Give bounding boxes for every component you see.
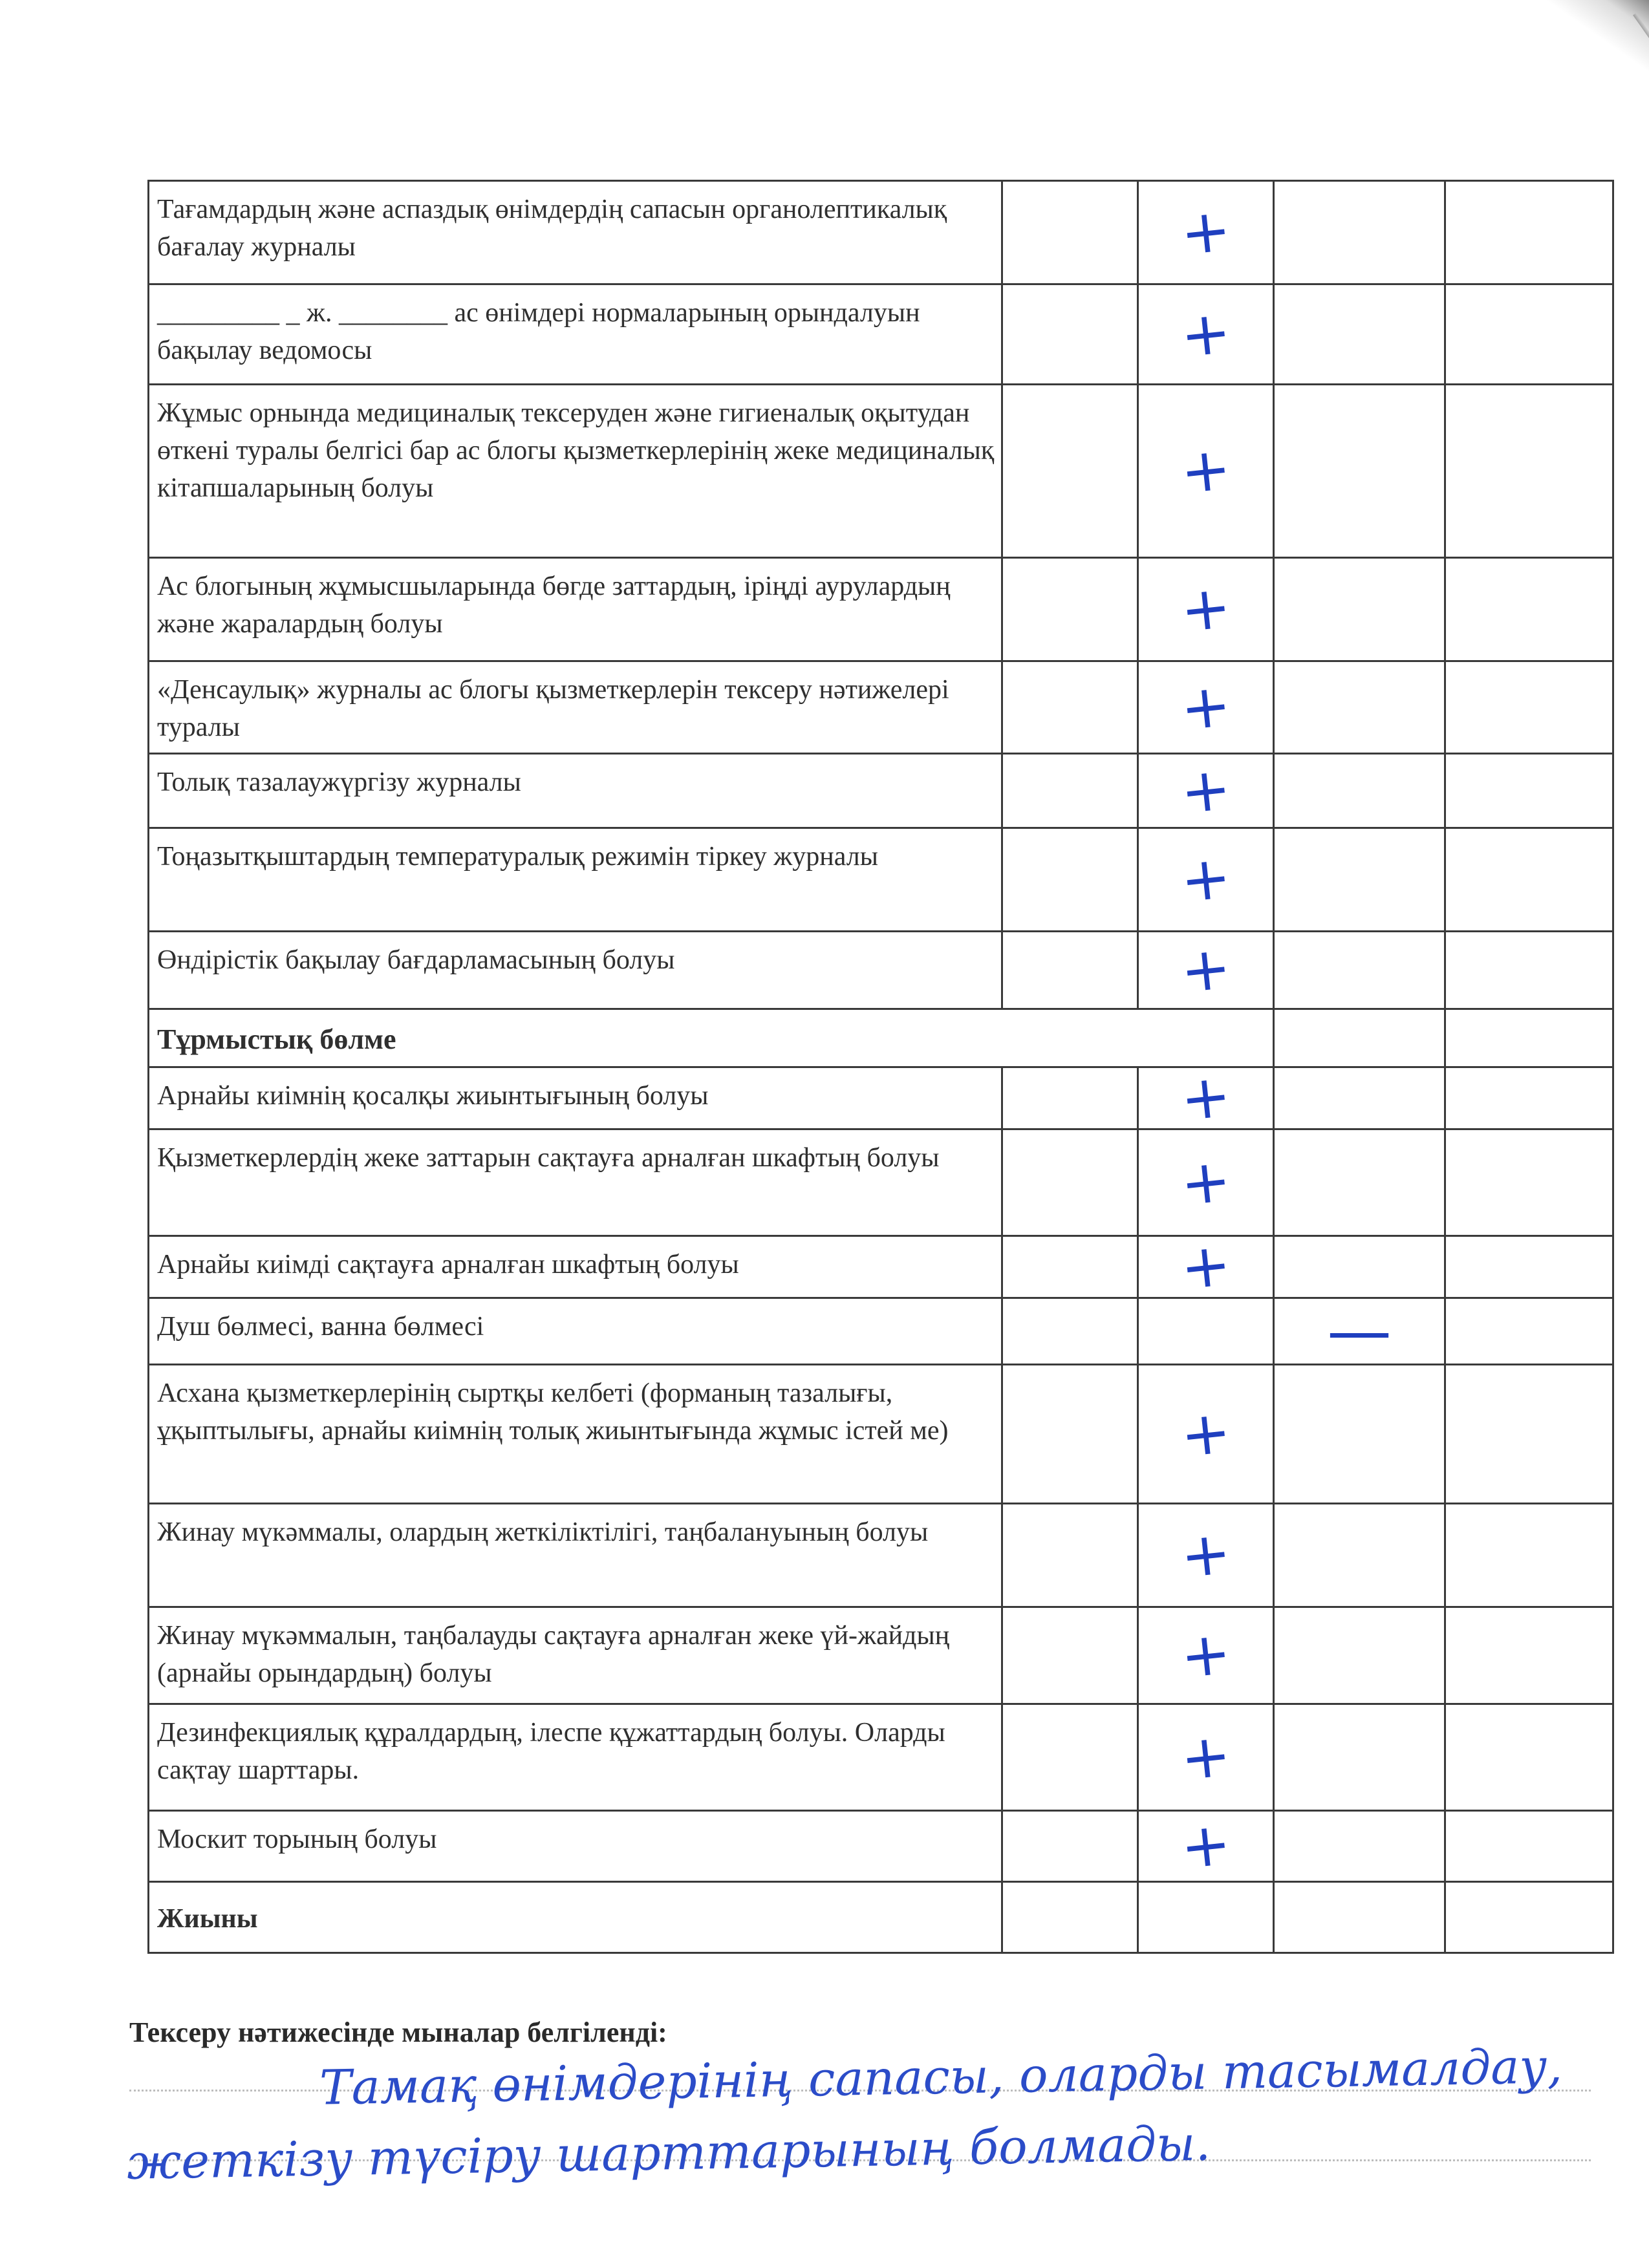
requirement-text: Арнайы киімнің қосалқы жиынтығының болуы [149,1067,1002,1129]
handwritten-line-1: Тамақ өнімдерінің сапасы, оларды тасымалдау, [319,2038,1563,2116]
table-row [149,1704,1613,1811]
requirement-text: Арнайы киімді сақтауға арналған шкафтың болуы [149,1236,1002,1298]
empty-cell [1445,661,1613,754]
requirement-text: Өндірістік бақылау бағдарламасының болуы [149,932,1002,1009]
mark-cell [1138,181,1274,284]
empty-cell [1274,1236,1445,1298]
inspection-checklist-table [147,180,1614,1954]
empty-cell [1002,284,1138,385]
empty-cell [1445,385,1613,558]
empty-cell [1274,1365,1445,1504]
mark-cell [1138,661,1274,754]
requirement-text: Тоңазытқыштардың температуралық режимін тіркеу журналы [149,828,1002,932]
page-fold [1633,13,1649,237]
requirement-text: Ас блогының жұмысшыларында бөгде заттардың, іріңді аурулардың және жаралардың болуы [149,558,1002,661]
handwritten-plus: + [1177,753,1234,828]
table-row [149,1236,1613,1298]
handwritten-plus: + [1177,932,1234,1007]
empty-cell [1002,181,1138,284]
table-row [149,1882,1613,1953]
empty-cell [1002,385,1138,558]
handwritten-plus: + [1177,433,1234,508]
handwritten-plus: + [1177,1229,1234,1303]
empty-cell [1445,1882,1613,1953]
table-row [149,385,1613,558]
empty-cell [1445,1365,1613,1504]
requirement-text: Асхана қызметкерлерінің сыртқы келбеті (форманың тазалығы, ұқыптылығы, арнайы киімнің толық жиынтығында жұмыс істей ме) [149,1365,1002,1504]
table-row [149,284,1613,385]
table-row [149,1129,1613,1236]
empty-cell [1002,1882,1138,1953]
empty-cell [1002,828,1138,932]
table-row [149,932,1613,1009]
mark-cell [1138,828,1274,932]
mark-cell [1138,284,1274,385]
empty-cell [1002,661,1138,754]
mark-cell [1138,754,1274,828]
mark-cell [1138,932,1274,1009]
empty-cell [1002,1504,1138,1607]
handwritten-plus: + [1177,1808,1234,1883]
empty-cell [1445,754,1613,828]
empty-cell [1274,1129,1445,1236]
empty-cell [1138,1882,1274,1953]
requirement-text: Толық тазалаужүргізу журналы [149,754,1002,828]
mark-cell [1138,1060,1274,1135]
mark-cell [1138,1607,1274,1704]
empty-cell [1445,181,1613,284]
mark-cell [1138,1504,1274,1607]
mark-cell [1138,1365,1274,1504]
empty-cell [1445,1504,1613,1607]
empty-cell [1445,1298,1613,1365]
empty-cell [1002,1811,1138,1882]
table-row [149,1365,1613,1504]
mark-cell [1138,558,1274,661]
empty-cell [1002,558,1138,661]
empty-cell [1274,828,1445,932]
empty-cell [1002,1704,1138,1811]
empty-cell [1274,1704,1445,1811]
requirement-text: Жинау мүкәммалын, таңбалауды сақтауға арналған жеке үй-жайдың (арнайы орындардың) болуы [149,1607,1002,1704]
table-row [149,1811,1613,1882]
empty-cell [1002,1067,1138,1129]
mark-cell [1138,1808,1274,1883]
handwritten-plus: + [1177,1060,1234,1135]
table-row [149,828,1613,932]
empty-cell [1445,1236,1613,1298]
empty-cell [1445,828,1613,932]
empty-cell [1445,1067,1613,1129]
empty-cell [1274,1811,1445,1882]
empty-cell [1274,661,1445,754]
results-label: Тексеру нәтижесінде мыналар белгіленді: [129,2017,667,2048]
handwritten-plus: + [1177,669,1234,744]
mark-cell [1138,1704,1274,1811]
handwritten-plus: + [1177,842,1234,916]
empty-cell [1274,932,1445,1009]
table-row [149,558,1613,661]
empty-cell [1002,1129,1138,1236]
requirement-text: _________ _ ж. ________ ас өнімдері нормаларының орындалуын бақылау ведомосы [149,284,1002,385]
handwritten-plus: + [1177,1396,1234,1471]
empty-cell [1445,1704,1613,1811]
table-row [149,754,1613,828]
mark-cell [1138,1129,1274,1236]
total-label: Жиыны [149,1882,1002,1953]
handwritten-plus: + [1177,1517,1234,1592]
handwritten-plus: + [1177,1618,1234,1692]
table-row [149,1067,1613,1129]
empty-cell [1274,385,1445,558]
section-title: Тұрмыстық бөлме [149,1009,1274,1067]
empty-cell [1002,1298,1138,1365]
requirement-text: «Денсаулық» журналы ас блогы қызметкерлерін тексеру нәтижелері туралы [149,661,1002,754]
requirement-text: Москит торының болуы [149,1811,1002,1882]
empty-cell [1274,754,1445,828]
checklist-body [149,181,1613,1953]
requirement-text: Жұмыс орнында медициналық тексеруден және гигиеналық оқытудан өткені туралы белгісі бар ас блогы қызметкерлерінің жеке медициналық кітапшаларының болуы [149,385,1002,558]
requirement-text: Жинау мүкәммалы, олардың жеткіліктілігі, таңбалануының болуы [149,1504,1002,1607]
empty-cell [1274,558,1445,661]
mark-cell [1138,385,1274,558]
requirement-text: Душ бөлмесі, ванна бөлмесі [149,1298,1002,1365]
empty-cell [1445,284,1613,385]
empty-cell [1002,1607,1138,1704]
results-handwriting [125,2030,1601,2198]
empty-cell [1274,181,1445,284]
empty-cell [1445,932,1613,1009]
table-row [149,1009,1613,1067]
empty-cell [1274,1504,1445,1607]
table-row [149,1504,1613,1607]
requirement-text: Дезинфекциялық құралдардың, ілеспе құжаттардың болуы. Оларды сақтау шарттары. [149,1704,1002,1811]
empty-cell [1445,1009,1613,1067]
empty-cell [1274,1067,1445,1129]
empty-cell [1138,1298,1274,1365]
empty-cell [1002,1236,1138,1298]
mark-cell [1138,1229,1274,1303]
mark-cell [1274,1293,1445,1369]
handwritten-plus: + [1177,296,1234,371]
requirement-text: Тағамдардың және аспаздық өнімдердің сапасын органолептикалық бағалау журналы [149,181,1002,284]
empty-cell [1274,1009,1445,1067]
empty-cell [1445,558,1613,661]
handwritten-plus: + [1177,195,1234,269]
handwritten-plus: + [1177,1144,1234,1219]
empty-cell [1002,932,1138,1009]
handwritten-plus: + [1177,572,1234,646]
table-row [149,661,1613,754]
empty-cell [1274,1882,1445,1953]
empty-cell [1002,1365,1138,1504]
empty-cell [1002,754,1138,828]
table-row [149,1298,1613,1365]
table-row [149,1607,1613,1704]
empty-cell [1445,1129,1613,1236]
table-row [149,181,1613,284]
handwritten-line-2: жеткізу түсіру шарттарының болмады. [126,2115,1211,2190]
empty-cell [1445,1811,1613,1882]
requirement-text: Қызметкерлердің жеке заттарын сақтауға арналған шкафтың болуы [149,1129,1002,1236]
empty-cell [1274,284,1445,385]
empty-cell [1445,1607,1613,1704]
empty-cell [1274,1607,1445,1704]
handwritten-plus: + [1177,1719,1234,1794]
handwritten-dash: — [1327,1293,1392,1369]
